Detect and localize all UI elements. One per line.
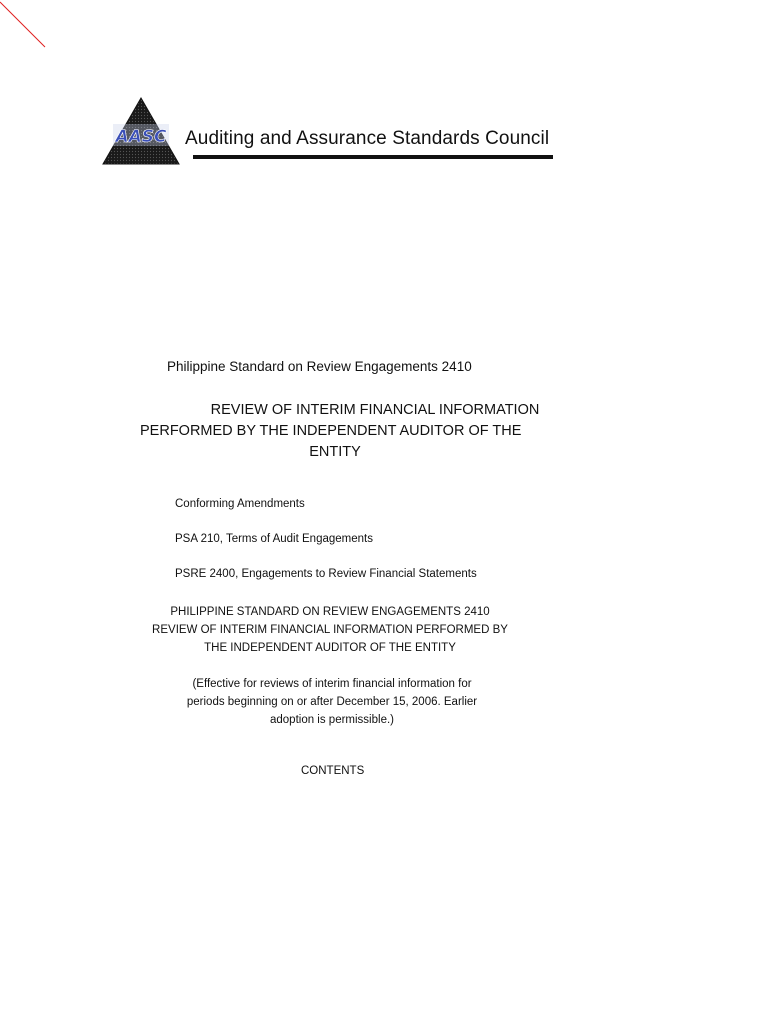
effective-date-note <box>132 675 532 729</box>
title-line: REVIEW OF INTERIM FINANCIAL INFORMATION <box>210 402 540 418</box>
standard-heading-line: PHILIPPINE STANDARD ON REVIEW ENGAGEMENTS 2410 <box>170 606 490 618</box>
effective-line: adoption is permissible.) <box>269 714 394 726</box>
document-subtitle: Philippine Standard on Review Engagements 2410 <box>167 359 472 374</box>
standard-heading-line: REVIEW OF INTERIM FINANCIAL INFORMATION PERFORMED BY <box>152 624 508 636</box>
standard-heading-line: THE INDEPENDENT AUDITOR OF THE ENTITY <box>204 642 456 654</box>
amendment-item: PSRE 2400, Engagements to Review Financial Statements <box>175 568 477 580</box>
document-title <box>140 400 550 463</box>
header-rule <box>193 155 553 159</box>
standard-heading <box>130 603 530 657</box>
title-line: PERFORMED BY THE INDEPENDENT AUDITOR OF THE <box>140 423 522 439</box>
effective-line: (Effective for reviews of interim financial information for <box>192 678 472 690</box>
logo-text: AASC <box>115 127 167 147</box>
contents-heading: CONTENTS <box>301 765 365 777</box>
amendments-heading: Conforming Amendments <box>175 498 305 510</box>
title-line: ENTITY <box>309 444 361 460</box>
amendment-item: PSA 210, Terms of Audit Engagements <box>175 533 373 545</box>
aasc-logo <box>101 96 181 166</box>
organization-name: Auditing and Assurance Standards Council <box>185 128 550 149</box>
effective-line: periods beginning on or after December 15, 2006. Earlier <box>186 696 478 708</box>
corner-marker <box>0 0 50 50</box>
